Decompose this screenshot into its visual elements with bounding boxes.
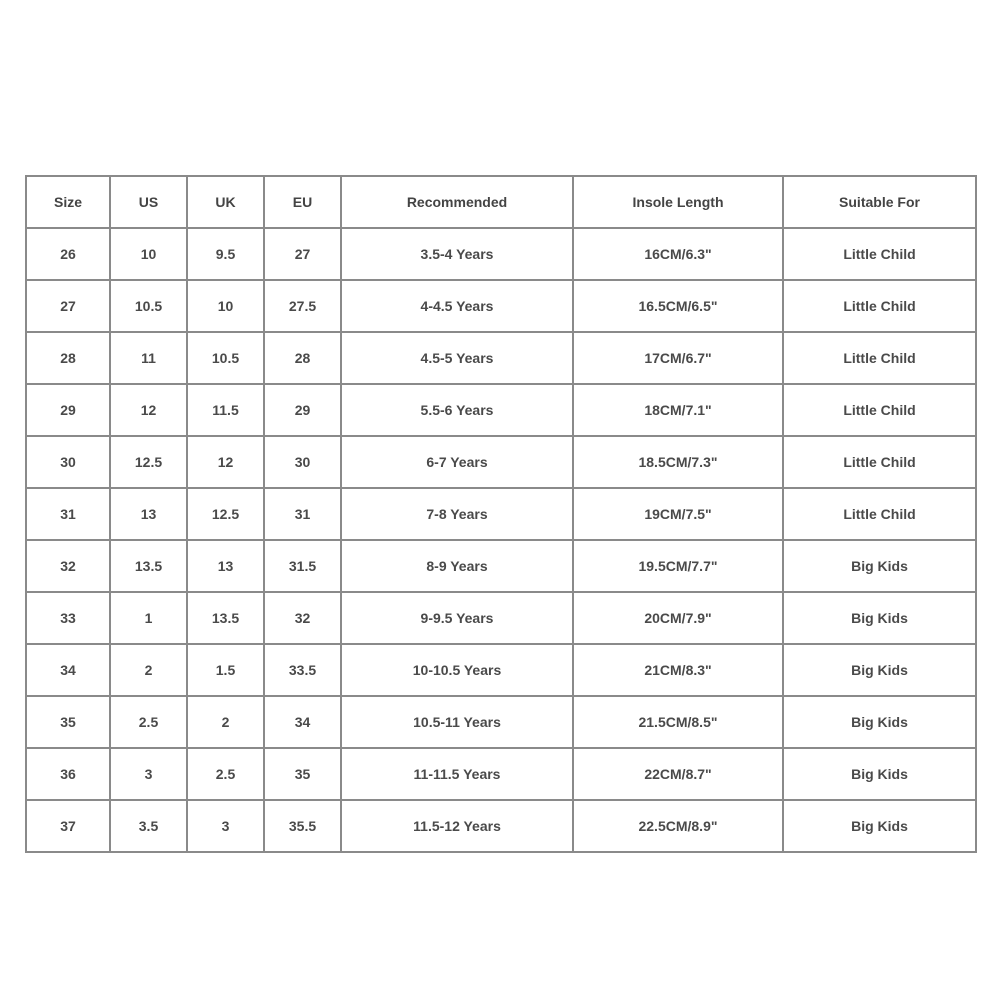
cell-insole-length: 17CM/6.7" [573, 332, 783, 384]
header-us: US [110, 176, 187, 228]
cell-eu: 34 [264, 696, 341, 748]
cell-uk: 10 [187, 280, 264, 332]
cell-eu: 31 [264, 488, 341, 540]
cell-uk: 11.5 [187, 384, 264, 436]
cell-size: 26 [26, 228, 110, 280]
cell-insole-length: 18.5CM/7.3" [573, 436, 783, 488]
cell-insole-length: 16.5CM/6.5" [573, 280, 783, 332]
cell-suitable-for: Little Child [783, 436, 976, 488]
cell-eu: 27 [264, 228, 341, 280]
cell-insole-length: 21CM/8.3" [573, 644, 783, 696]
cell-insole-length: 19CM/7.5" [573, 488, 783, 540]
cell-suitable-for: Big Kids [783, 592, 976, 644]
header-uk: UK [187, 176, 264, 228]
cell-us: 10.5 [110, 280, 187, 332]
cell-eu: 35.5 [264, 800, 341, 852]
cell-recommended: 3.5-4 Years [341, 228, 573, 280]
cell-us: 2.5 [110, 696, 187, 748]
table-row [26, 592, 976, 644]
table-row [26, 384, 976, 436]
cell-uk: 10.5 [187, 332, 264, 384]
cell-us: 3.5 [110, 800, 187, 852]
cell-us: 13 [110, 488, 187, 540]
cell-suitable-for: Little Child [783, 280, 976, 332]
cell-suitable-for: Little Child [783, 332, 976, 384]
cell-suitable-for: Little Child [783, 228, 976, 280]
header-eu: EU [264, 176, 341, 228]
cell-size: 30 [26, 436, 110, 488]
cell-suitable-for: Big Kids [783, 800, 976, 852]
cell-recommended: 11-11.5 Years [341, 748, 573, 800]
table-row [26, 280, 976, 332]
table-row [26, 696, 976, 748]
cell-eu: 31.5 [264, 540, 341, 592]
table-header [26, 176, 976, 228]
cell-eu: 29 [264, 384, 341, 436]
cell-insole-length: 21.5CM/8.5" [573, 696, 783, 748]
cell-size: 32 [26, 540, 110, 592]
table-row [26, 748, 976, 800]
cell-size: 37 [26, 800, 110, 852]
cell-size: 34 [26, 644, 110, 696]
table-row [26, 488, 976, 540]
cell-suitable-for: Big Kids [783, 748, 976, 800]
cell-uk: 13.5 [187, 592, 264, 644]
table-body [26, 228, 976, 852]
cell-suitable-for: Big Kids [783, 696, 976, 748]
header-recommended: Recommended [341, 176, 573, 228]
cell-recommended: 4-4.5 Years [341, 280, 573, 332]
cell-us: 11 [110, 332, 187, 384]
cell-insole-length: 16CM/6.3" [573, 228, 783, 280]
cell-size: 36 [26, 748, 110, 800]
cell-size: 29 [26, 384, 110, 436]
table-row [26, 332, 976, 384]
table-row [26, 540, 976, 592]
cell-insole-length: 20CM/7.9" [573, 592, 783, 644]
cell-us: 1 [110, 592, 187, 644]
cell-uk: 3 [187, 800, 264, 852]
cell-size: 33 [26, 592, 110, 644]
table-row [26, 644, 976, 696]
size-chart-table [25, 175, 977, 853]
cell-uk: 2 [187, 696, 264, 748]
cell-suitable-for: Little Child [783, 384, 976, 436]
cell-suitable-for: Big Kids [783, 644, 976, 696]
cell-uk: 1.5 [187, 644, 264, 696]
cell-suitable-for: Little Child [783, 488, 976, 540]
table-row [26, 228, 976, 280]
header-insole-length: Insole Length [573, 176, 783, 228]
cell-uk: 2.5 [187, 748, 264, 800]
table-row [26, 800, 976, 852]
cell-eu: 28 [264, 332, 341, 384]
cell-eu: 32 [264, 592, 341, 644]
header-suitable-for: Suitable For [783, 176, 976, 228]
cell-recommended: 10-10.5 Years [341, 644, 573, 696]
cell-insole-length: 18CM/7.1" [573, 384, 783, 436]
cell-recommended: 6-7 Years [341, 436, 573, 488]
cell-size: 35 [26, 696, 110, 748]
cell-us: 12 [110, 384, 187, 436]
cell-size: 31 [26, 488, 110, 540]
header-row [26, 176, 976, 228]
cell-uk: 12 [187, 436, 264, 488]
cell-recommended: 8-9 Years [341, 540, 573, 592]
cell-eu: 30 [264, 436, 341, 488]
cell-size: 27 [26, 280, 110, 332]
cell-uk: 13 [187, 540, 264, 592]
cell-recommended: 10.5-11 Years [341, 696, 573, 748]
cell-eu: 27.5 [264, 280, 341, 332]
cell-eu: 35 [264, 748, 341, 800]
cell-recommended: 9-9.5 Years [341, 592, 573, 644]
cell-us: 10 [110, 228, 187, 280]
cell-recommended: 11.5-12 Years [341, 800, 573, 852]
cell-us: 2 [110, 644, 187, 696]
table-row [26, 436, 976, 488]
cell-us: 3 [110, 748, 187, 800]
cell-us: 12.5 [110, 436, 187, 488]
cell-recommended: 4.5-5 Years [341, 332, 573, 384]
cell-recommended: 5.5-6 Years [341, 384, 573, 436]
cell-insole-length: 19.5CM/7.7" [573, 540, 783, 592]
cell-us: 13.5 [110, 540, 187, 592]
cell-uk: 12.5 [187, 488, 264, 540]
cell-recommended: 7-8 Years [341, 488, 573, 540]
header-size: Size [26, 176, 110, 228]
cell-insole-length: 22CM/8.7" [573, 748, 783, 800]
cell-size: 28 [26, 332, 110, 384]
cell-eu: 33.5 [264, 644, 341, 696]
cell-uk: 9.5 [187, 228, 264, 280]
cell-insole-length: 22.5CM/8.9" [573, 800, 783, 852]
cell-suitable-for: Big Kids [783, 540, 976, 592]
